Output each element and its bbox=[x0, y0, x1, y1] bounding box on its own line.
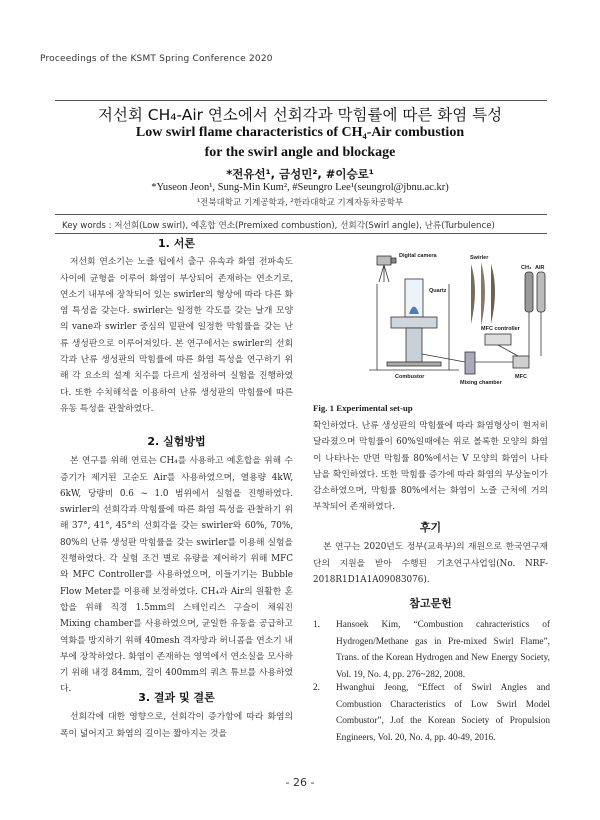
authors-korean: *전유선¹, 금성민², #이승로¹ bbox=[226, 167, 374, 181]
figure-caption: Fig. 1 Experimental set-up bbox=[313, 403, 413, 413]
title-korean: 저선회 CH₄-Air 연소에서 선회각과 막힘률에 따른 화염 특성 bbox=[97, 106, 503, 124]
left-column-results bbox=[60, 690, 293, 742]
reference-item bbox=[313, 680, 550, 746]
label-combustor: Combustor bbox=[395, 374, 425, 380]
label-mixing-chamber: Mixing chamber bbox=[460, 380, 502, 386]
label-camera: Digital camera bbox=[399, 253, 437, 259]
right-column-refs-title bbox=[313, 596, 548, 612]
section-refs-title: 참고문헌 bbox=[409, 597, 452, 610]
reference-number: 1. bbox=[313, 620, 320, 630]
label-quartz: Quartz bbox=[429, 288, 447, 294]
label-ch4: CH₄ bbox=[521, 265, 532, 271]
label-mfc-controller: MFC controller bbox=[481, 326, 520, 332]
experimental-setup-figure bbox=[313, 244, 550, 394]
section-intro-text: 저선회 연소기는 노즐 팁에서 출구 유속과 화염 전파속도 사이에 균형을 이루어 화염이 부상되어 존재하는 연소기로, 연소기 내부에 장착되어 있는 swirler의 형상에 따라 다른 화염 특성을 갖는다. swirler는 일정한 각도를 갖는 날개 모양의 vane과 swirler 중심의 밑판에 일정한 막힘률을 갖는 난류 생성판으로 이루어져있다. 본 연구에서는 swirler의 선회각과 난류 생성판의 막힘률에 따른 화염 특성을 연구하기 위해 각 요소의 설계 치수를 다르게 설정하여 실험을 진행하였다. 또한 수치해석을 이용하여 난류 생성판의 막힘률에 따른 유동 특성을 관찰하였다. bbox=[60, 257, 293, 414]
swirler-icon bbox=[471, 262, 495, 326]
page-number: - 26 - bbox=[285, 776, 315, 789]
left-column bbox=[60, 236, 293, 417]
setup-diagram bbox=[313, 244, 550, 394]
combustor-body bbox=[391, 317, 437, 328]
label-swirler: Swirler bbox=[470, 255, 489, 261]
keywords-bottom-rule bbox=[55, 233, 547, 234]
right-column-results bbox=[313, 418, 548, 516]
title-english-line2: for the swirl angle and blockage bbox=[204, 145, 396, 160]
affiliations: ¹전북대학교 기계공학과, ²한라대학교 기계자동차공학부 bbox=[196, 198, 404, 208]
reference-text: Hansoek Kim, “Combustion cahracteristics of Hydrogen/Methane gas in Pre-mixed Swirl Flame”, Trans. of the Korean Hydrogen and New Energy Society, Vol. 19, No. 4, pp. 276~282, 2008. bbox=[336, 620, 550, 680]
label-mfc: MFC bbox=[515, 374, 527, 380]
running-header: Proceedings of the KSMT Spring Conference 2020 bbox=[40, 54, 273, 64]
authors-english: *Yuseon Jeon¹, Sung-Min Kum², #Seungro Lee¹(seungrol@jbnu.ac.kr) bbox=[151, 182, 449, 193]
keywords-top-rule bbox=[55, 214, 547, 215]
results-continued-text: 확인하였다. 난류 생성판의 막힘률에 따라 화염형상이 현저히 달라졌으며 막힘률이 60%일때에는 위로 볼록한 모양의 화염이 나타나는 반면 막힘률 80%에서는 V 모양의 화염이 나타남을 확인하였다. 또한 막힘률 증가에 따라 화염의 부상높이가 감소하였으며, 막힘률 80%에서는 화염이 노즐 근처에 거의 부착되어 존재하였다. bbox=[313, 421, 548, 513]
reference-number: 2. bbox=[313, 683, 320, 693]
section-ack-text: 본 연구는 2020년도 정부(교육부)의 재원으로 한국연구재단의 지원을 받아 수행된 기초연구사업임(No. NRF-2018R1D1A1A09083076). bbox=[313, 542, 548, 585]
section-intro-title: 1. 서론 bbox=[158, 237, 195, 250]
section-method-text: 본 연구를 위해 연료는 CH₄를 사용하고 예혼합을 위해 수증기가 제거된 고순도 Air를 사용하였으며, 열용량 4kW, 6kW, 당량비 0.6 ~ 1.0 범위에서 실험을 진행하였다. swirler의 선회각과 막힘률에 따른 화염 특성을 관찰하기 위해 37°, 41°, 45°의 선회각을 갖는 swirler와 60%, 70%, 80%의 난류 생성판 막힘률을 갖는 swirler를 이용해 실험을 진행하였다. 각 실험 조건 별로 유량을 제어하기 위해 MFC와 MFC Controller를 사용하였으며, 이들기기는 Bubble Flow Meter를 이용해 보정하였다. CH₄과 Air의 원활한 혼합을 위해 직경 1.5mm의 스테인리스 구슬이 채워진 Mixing chamber를 사용하였으며, 균일한 유동을 공급하고 역화를 방지하기 위해 40mesh 격자망과 허니콤을 연소기 내부에 장착하였다. 화염이 존재하는 영역에서 연소실을 모사하기 위해 내경 84mm, 길이 400mm의 쿼츠 튜브를 사용하였다. bbox=[60, 456, 293, 695]
section-results-text: 선회각에 대한 영향으로, 선회각이 증가함에 따라 화염의 폭이 넓어지고 화염의 길이는 짧아지는 것을 bbox=[60, 712, 293, 739]
keywords: Key words : 저선회(Low swirl), 예혼합 연소(Premixed combustion), 선회각(Swirl angle), 난류(Turbulence) bbox=[62, 221, 495, 231]
camera-icon bbox=[377, 256, 391, 265]
reference-item bbox=[313, 617, 550, 683]
left-column-method bbox=[60, 434, 293, 698]
mixing-chamber-icon bbox=[465, 352, 475, 374]
title-english-line1: Low swirl flame characteristics of CH₄-Air combustion bbox=[135, 125, 465, 140]
mfc-controller-box bbox=[485, 334, 511, 345]
air-cylinder bbox=[537, 272, 545, 312]
label-air: AIR bbox=[535, 265, 545, 271]
section-ack-title: 후기 bbox=[419, 521, 442, 534]
right-column-ack bbox=[313, 520, 548, 588]
header-rule bbox=[55, 100, 547, 101]
reference-text: Hwanghui Jeong, “Effect of Swirl Angles and Combustion Characteristics of Low Swirl Model Combustor”, J.of the Korean Society of Propulsion Engineers, Vol. 20, No. 4, pp. 40-49, 2016. bbox=[336, 683, 550, 743]
ch4-cylinder bbox=[525, 272, 533, 312]
section-method-title: 2. 실험방법 bbox=[147, 435, 206, 448]
mfc-icon bbox=[513, 356, 529, 368]
section-results-title: 3. 결과 및 결론 bbox=[138, 691, 215, 704]
